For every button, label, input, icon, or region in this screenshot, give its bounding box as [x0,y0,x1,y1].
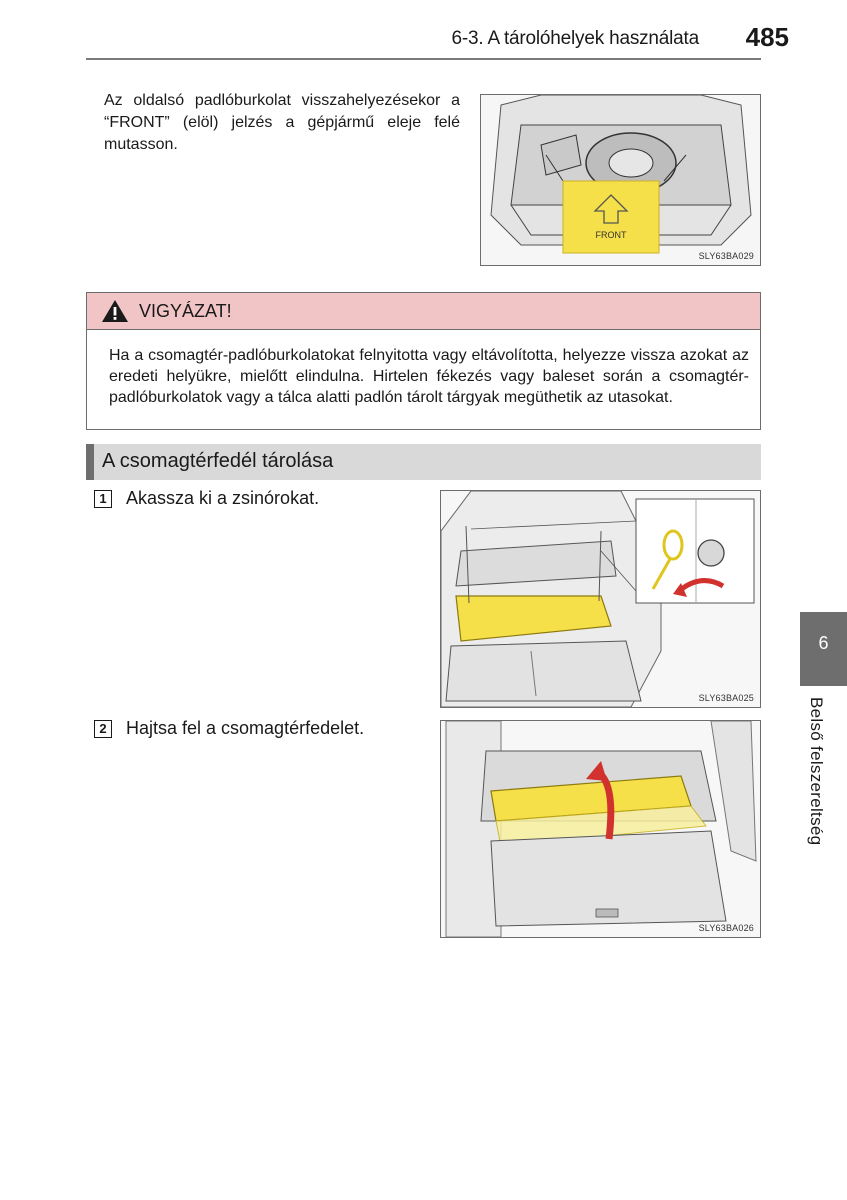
caution-header [87,293,760,330]
figure-code: SLY63BA029 [698,251,754,261]
figure-code: SLY63BA026 [698,923,754,933]
caution-text: Ha a csomagtér-padlóburkolatokat felnyitotta vagy eltávolította, helyezze vissza azokat az eredeti helyükre, mielőtt elindulna. Hirtelen fékezés vagy baleset során a csomagtér-padlóburkolatok vagy a tálca alatti padlón tárolt tárgyak megüthetik az utasokat. [109,347,749,406]
step-number-1: 1 [94,490,112,508]
step-text-2: Hajtsa fel a csomagtérfedelet. [126,718,365,738]
figure-code: SLY63BA025 [698,693,754,703]
trunk-floor-illustration [481,95,760,265]
step-text-1: Akassza ki a zsinórokat. [126,488,320,508]
intro-paragraph: Az oldalsó padlóburkolat visszahelyezésekor a “FRONT” (elöl) jelzés a gépjármű eleje felé mutasson. [104,92,460,153]
chapter-tab[interactable]: 6 [800,612,847,686]
figure-unhook-cords [440,490,761,708]
fold-cover-illustration [441,721,760,937]
step-number-2: 2 [94,720,112,738]
caution-box [86,292,761,430]
chapter-label: Belső felszereltség [807,697,826,846]
section-heading [86,444,761,480]
figure-fold-cover [440,720,761,938]
header-section-title: 6-3. A tárolóhelyek használata [451,28,699,49]
header-divider [86,58,761,60]
front-label-highlight [563,181,659,253]
page-number: 485 [745,22,789,52]
section-heading-bar [86,444,94,480]
section-title: A csomagtérfedél tárolása [102,450,334,472]
figure-front-marking [480,94,761,266]
caution-title: VIGYÁZAT! [139,301,232,321]
warning-triangle-icon [101,299,129,323]
front-label: FRONT [595,230,627,240]
unhook-cords-illustration [441,491,760,707]
